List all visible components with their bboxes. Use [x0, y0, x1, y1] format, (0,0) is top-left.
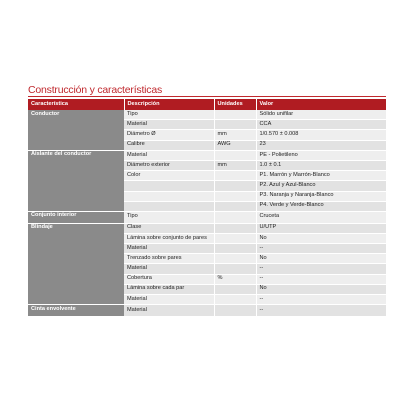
cell-unit — [214, 294, 256, 304]
table-row — [28, 110, 386, 120]
cell-description: Clase — [124, 223, 214, 233]
table-body — [28, 110, 386, 316]
table-header-row — [28, 99, 386, 110]
cell-unit — [214, 181, 256, 191]
cell-description: Material — [124, 243, 214, 253]
section-title: Construcción y características — [28, 84, 163, 96]
cell-unit: mm — [214, 160, 256, 170]
cell-value: 1.0 ± 0.1 — [256, 160, 386, 170]
specifications-table — [28, 99, 387, 317]
cell-description: Lámina sobre cada par — [124, 284, 214, 294]
cell-description: Cobertura — [124, 274, 214, 284]
cell-description — [124, 181, 214, 191]
cell-value: 1/0.570 ± 0.008 — [256, 130, 386, 140]
cell-unit: % — [214, 274, 256, 284]
table-row — [28, 223, 386, 233]
section-label: Conductor — [28, 110, 124, 150]
cell-description: Diámetro Ø — [124, 130, 214, 140]
cell-description — [124, 191, 214, 201]
cell-value: 23 — [256, 140, 386, 150]
cell-value: P4. Verde y Verde-Blanco — [256, 201, 386, 211]
cell-unit — [214, 201, 256, 211]
table-row — [28, 305, 386, 317]
cell-description: Tipo — [124, 211, 214, 223]
cell-unit — [214, 120, 256, 130]
cell-value: No — [256, 233, 386, 243]
cell-description: Tipo — [124, 110, 214, 120]
cell-description — [124, 201, 214, 211]
cell-unit — [214, 284, 256, 294]
cell-unit — [214, 233, 256, 243]
cell-description: Trenzado sobre pares — [124, 254, 214, 264]
cell-value: PE - Polietileno — [256, 150, 386, 160]
header-unidades: Unidades — [214, 99, 256, 110]
cell-value: P3. Naranja y Naranja-Blanco — [256, 191, 386, 201]
cell-description: Material — [124, 150, 214, 160]
cell-value: U/UTP — [256, 223, 386, 233]
section-label: Cinta envolvente — [28, 305, 124, 317]
cell-value: -- — [256, 274, 386, 284]
section-label: Blindaje — [28, 223, 124, 305]
cell-unit — [214, 305, 256, 317]
cell-unit — [214, 150, 256, 160]
section-label: Aislante del conductor — [28, 150, 124, 211]
header-caracteristica: Característica — [28, 99, 124, 110]
cell-value: No — [256, 254, 386, 264]
cell-description: Material — [124, 294, 214, 304]
cell-description: Material — [124, 264, 214, 274]
section-label: Conjunto interior — [28, 211, 124, 223]
title-divider — [28, 96, 386, 97]
cell-value: Cruceta — [256, 211, 386, 223]
cell-unit — [214, 223, 256, 233]
cell-value: P1. Marrón y Marrón-Blanco — [256, 171, 386, 181]
cell-unit: mm — [214, 130, 256, 140]
cell-value: Sólido unifilar — [256, 110, 386, 120]
cell-value: CCA — [256, 120, 386, 130]
cell-value: P2. Azul y Azul-Blanco — [256, 181, 386, 191]
cell-description: Material — [124, 305, 214, 317]
cell-unit — [214, 211, 256, 223]
header-valor: Valor — [256, 99, 386, 110]
cell-description: Diámetro exterior — [124, 160, 214, 170]
cell-unit — [214, 264, 256, 274]
cell-unit — [214, 243, 256, 253]
cell-value: -- — [256, 264, 386, 274]
cell-description: Color — [124, 171, 214, 181]
cell-unit — [214, 191, 256, 201]
cell-value: No — [256, 284, 386, 294]
table-row — [28, 211, 386, 223]
table-row — [28, 150, 386, 160]
cell-value: -- — [256, 243, 386, 253]
cell-value: -- — [256, 305, 386, 317]
cell-description: Calibre — [124, 140, 214, 150]
header-descripcion: Descripción — [124, 99, 214, 110]
cell-unit — [214, 254, 256, 264]
cell-description: Lámina sobre conjunto de pares — [124, 233, 214, 243]
cell-value: -- — [256, 294, 386, 304]
cell-unit — [214, 171, 256, 181]
cell-unit — [214, 110, 256, 120]
cell-description: Material — [124, 120, 214, 130]
cell-unit: AWG — [214, 140, 256, 150]
